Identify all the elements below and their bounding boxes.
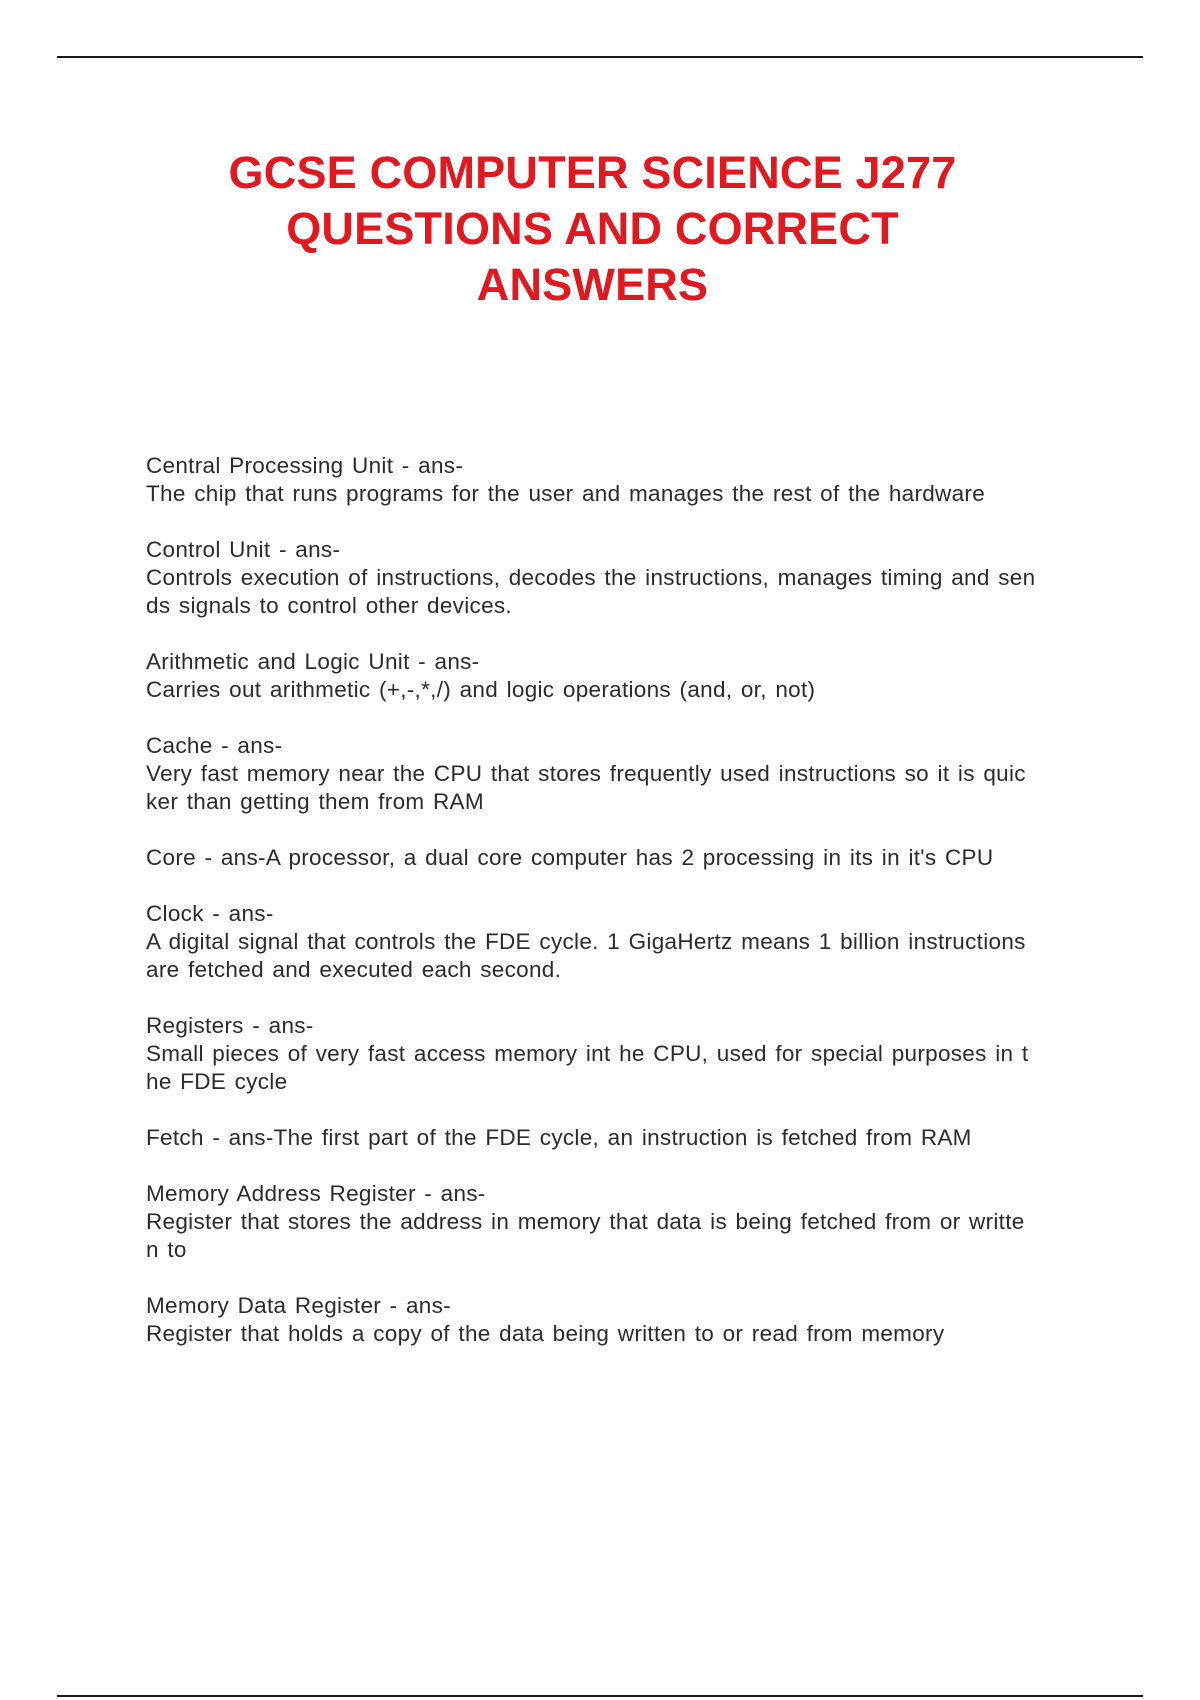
entry-line: Memory Address Register - ans- — [146, 1181, 486, 1206]
entry-line: Register that holds a copy of the data being written to or read from memory — [146, 1321, 945, 1346]
qa-entry-central-processing-unit — [146, 452, 1086, 508]
entry-line: Controls execution of instructions, decodes the instructions, manages timing and sen — [146, 565, 1036, 590]
entry-line: Carries out arithmetic (+,-,*,/) and logic operations (and, or, not) — [146, 677, 816, 702]
entry-line: Very fast memory near the CPU that stores frequently used instructions so it is quic — [146, 761, 1026, 786]
qa-entry-memory-data-register — [146, 1292, 1086, 1348]
bottom-rule — [57, 1695, 1143, 1697]
entry-line: are fetched and executed each second. — [146, 957, 562, 982]
entry-line: ker than getting them from RAM — [146, 789, 484, 814]
entry-line: Arithmetic and Logic Unit - ans- — [146, 649, 480, 674]
entry-line: A digital signal that controls the FDE cycle. 1 GigaHertz means 1 billion instructions — [146, 929, 1026, 954]
entry-line: ds signals to control other devices. — [146, 593, 512, 618]
qa-entry-fetch — [146, 1124, 1086, 1152]
title-line-2: QUESTIONS AND CORRECT — [286, 203, 899, 254]
entry-line: he FDE cycle — [146, 1069, 288, 1094]
entry-line: Clock - ans- — [146, 901, 274, 926]
qa-entry-clock — [146, 900, 1086, 984]
qa-entry-control-unit — [146, 536, 1086, 620]
entry-line: The chip that runs programs for the user and manages the rest of the hardware — [146, 481, 986, 506]
entry-line: Fetch - ans-The first part of the FDE cycle, an instruction is fetched from RAM — [146, 1125, 972, 1150]
entry-line: n to — [146, 1237, 187, 1262]
entry-line: Memory Data Register - ans- — [146, 1293, 451, 1318]
qa-entry-memory-address-register — [146, 1180, 1086, 1264]
page-title — [100, 145, 1085, 313]
top-rule — [57, 56, 1143, 58]
qa-entry-core — [146, 844, 1086, 872]
qa-entry-arithmetic-logic-unit — [146, 648, 1086, 704]
qa-list — [146, 452, 1086, 1376]
entry-line: Small pieces of very fast access memory int he CPU, used for special purposes in t — [146, 1041, 1029, 1066]
entry-line: Registers - ans- — [146, 1013, 314, 1038]
qa-entry-registers — [146, 1012, 1086, 1096]
entry-line: Control Unit - ans- — [146, 537, 341, 562]
entry-line: Register that stores the address in memory that data is being fetched from or writte — [146, 1209, 1025, 1234]
entry-line: Central Processing Unit - ans- — [146, 453, 464, 478]
qa-entry-cache — [146, 732, 1086, 816]
entry-line: Core - ans-A processor, a dual core computer has 2 processing in its in it's CPU — [146, 845, 994, 870]
title-line-1: GCSE COMPUTER SCIENCE J277 — [228, 147, 957, 198]
entry-line: Cache - ans- — [146, 733, 283, 758]
title-line-3: ANSWERS — [476, 259, 709, 310]
